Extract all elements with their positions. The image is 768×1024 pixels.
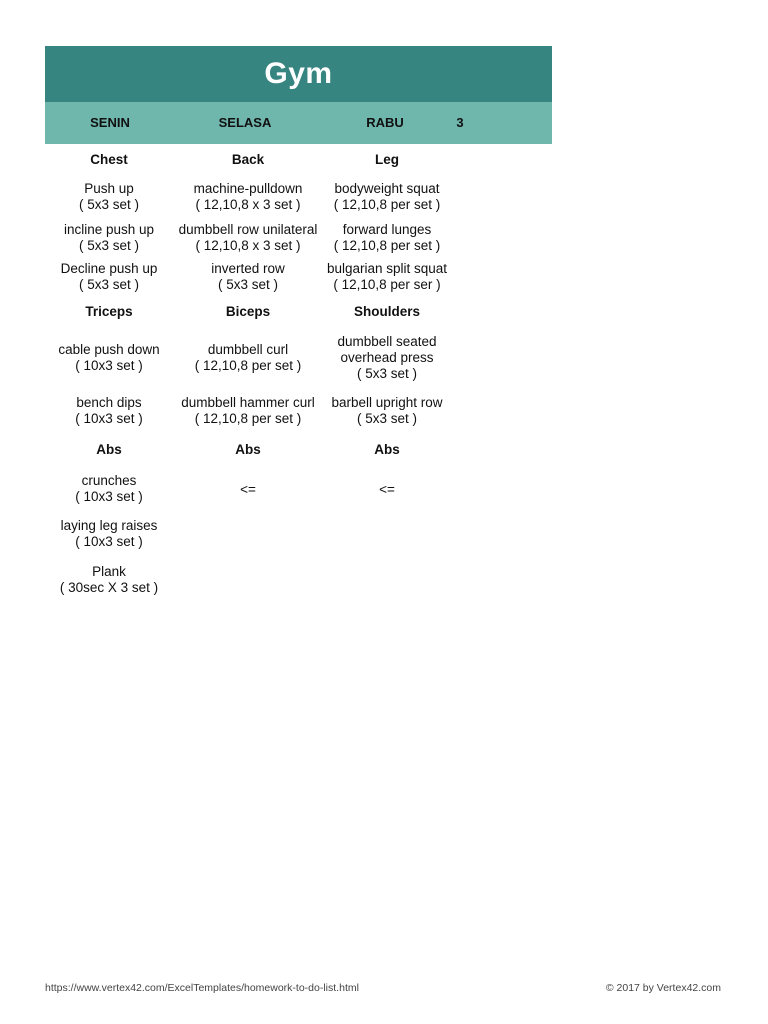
day-extra: 3 [456,115,464,130]
exercise-cell: incline push up ( 5x3 set ) [63,222,155,253]
day-rabu: RABU [366,115,404,130]
section-header-abs: Abs [96,442,122,457]
footer-copyright: © 2017 by Vertex42.com [605,982,721,994]
footer-url: https://www.vertex42.com/ExcelTemplates/homework-to-do-list.html [45,982,359,994]
section-header-leg: Leg [374,152,399,167]
days-header-row [45,102,552,144]
exercise-cell: bulgarian split squat ( 12,10,8 per ser ) [326,261,448,292]
exercise-cell: dumbbell hammer curl ( 12,10,8 per set ) [181,395,315,426]
exercise-cell: cable push down ( 10x3 set ) [58,342,160,373]
exercise-cell: machine-pulldown ( 12,10,8 x 3 set ) [193,181,303,212]
exercise-cell: laying leg raises ( 10x3 set ) [60,518,158,549]
section-header-biceps: Biceps [225,304,271,319]
same-as-left-marker: <= [240,482,256,497]
exercise-cell: dumbbell seated overhead press ( 5x3 set ) [337,334,437,381]
page-title: Gym [45,46,552,102]
day-selasa: SELASA [218,115,272,130]
exercise-cell: dumbbell row unilateral ( 12,10,8 x 3 set ) [178,222,318,253]
exercise-cell: Push up ( 5x3 set ) [78,181,140,212]
exercise-cell: crunches ( 10x3 set ) [75,473,143,504]
exercise-cell: dumbbell curl ( 12,10,8 per set ) [194,342,302,373]
section-header-triceps: Triceps [85,304,133,319]
exercise-cell: bench dips ( 10x3 set ) [75,395,143,426]
section-header-abs: Abs [374,442,400,457]
exercise-cell: inverted row ( 5x3 set ) [211,261,285,292]
section-header-shoulders: Shoulders [353,304,420,319]
exercise-cell: Decline push up ( 5x3 set ) [60,261,158,292]
exercise-cell: bodyweight squat ( 12,10,8 per set ) [333,181,441,212]
section-header-chest: Chest [90,152,128,167]
exercise-cell: forward lunges ( 12,10,8 per set ) [333,222,441,253]
section-header-back: Back [231,152,265,167]
day-senin: SENIN [90,115,130,130]
section-header-abs: Abs [235,442,261,457]
exercise-cell: barbell upright row ( 5x3 set ) [331,395,443,426]
same-as-left-marker: <= [379,482,395,497]
exercise-cell: Plank ( 30sec X 3 set ) [59,564,159,595]
